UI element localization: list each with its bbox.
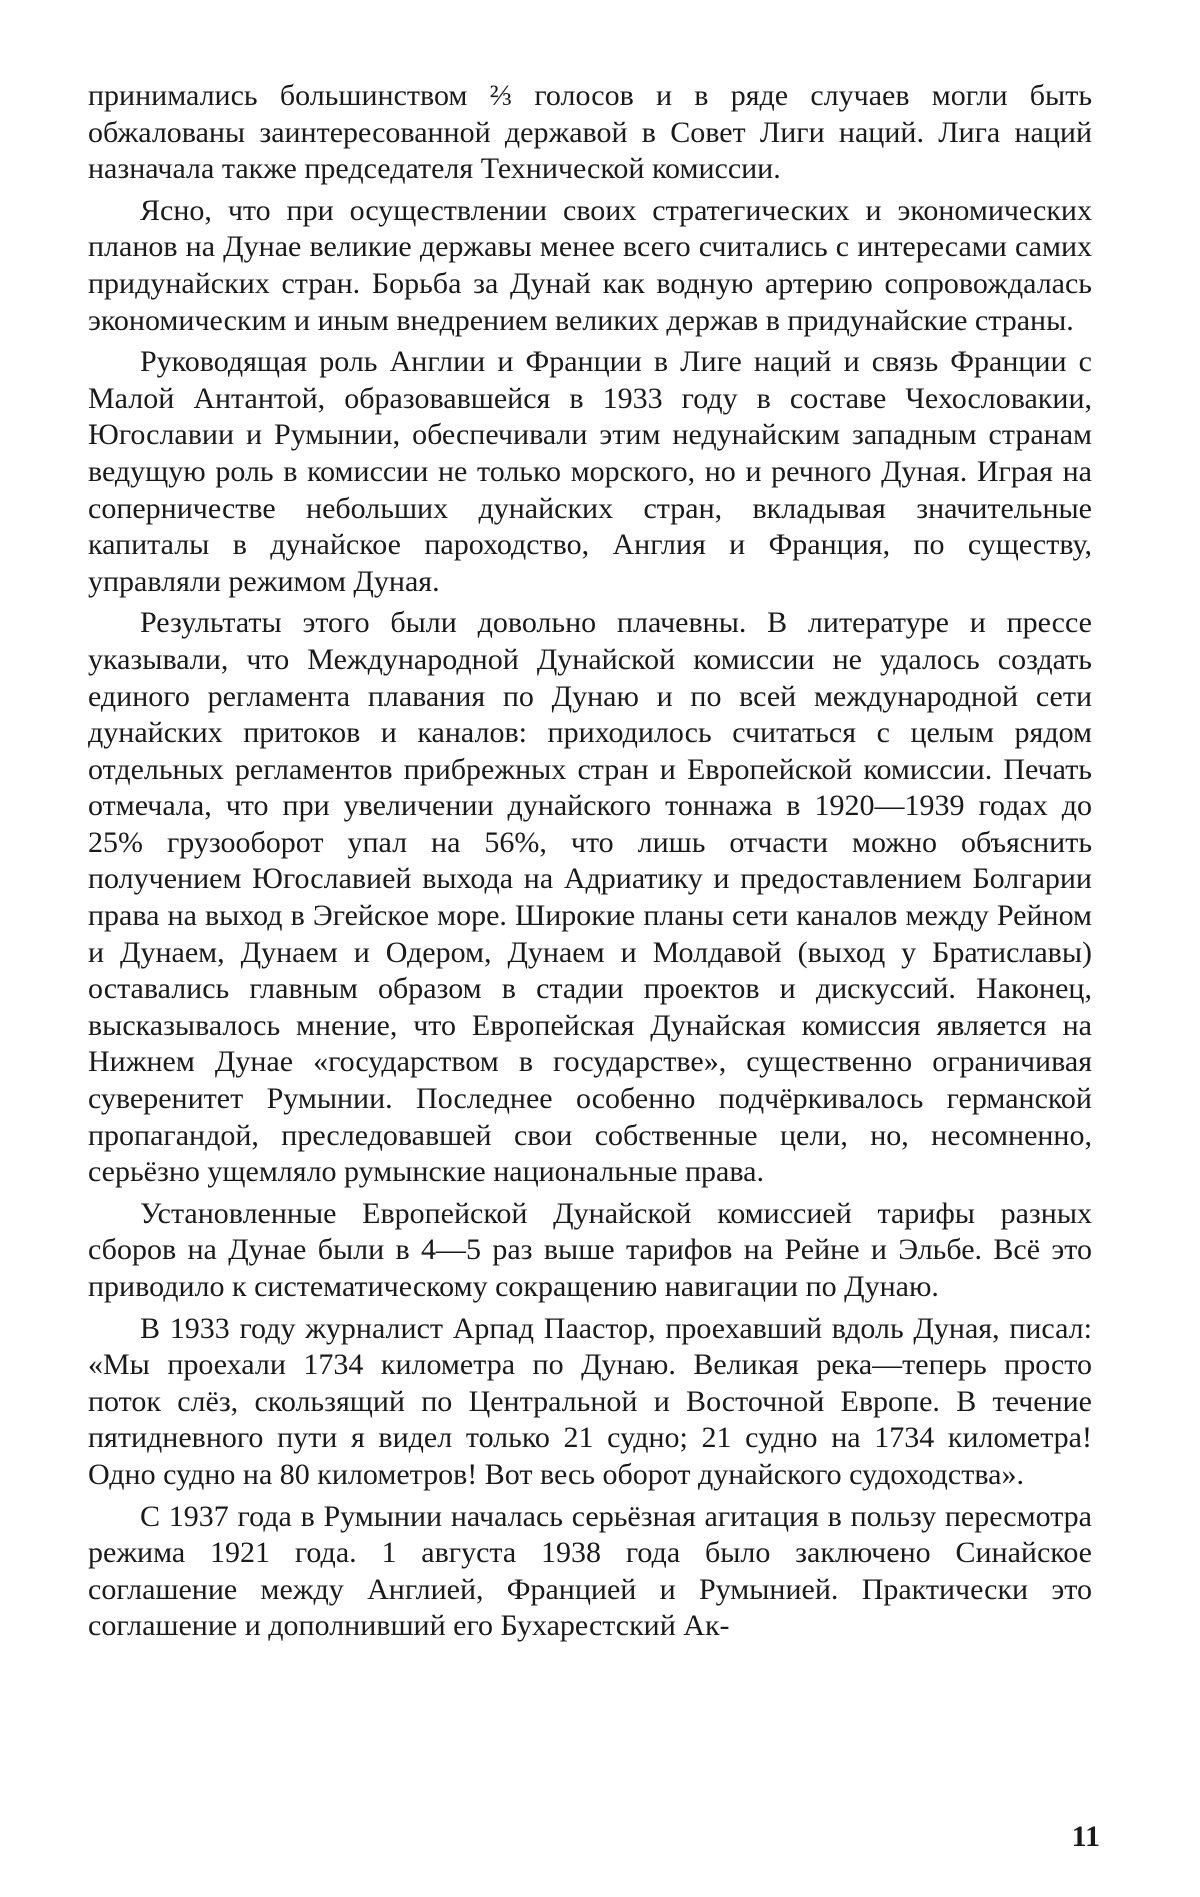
- text-column: [88, 78, 1092, 1650]
- paragraph: Руководящая роль Англии и Франции в Лиге наций и связь Франции с Малой Антантой, образовавшейся в 1933 году в составе Чехословакии, Югославии и Румынии, обеспечивали этим недунайским западным странам ведущую роль в комиссии не только морского, но и речного Дуная. Играя на соперничестве небольших дунайских стран, вкладывая значительные капиталы в дунайское пароходство, Англия и Франция, по существу, управляли режимом Дуная.: [88, 345, 1092, 598]
- paragraph: Ясно, что при осуществлении своих стратегических и экономических планов на Дунае великие державы менее всего считались с интересами самих придунайских стран. Борьба за Дунай как водную артерию сопровождалась экономическим и иным внедрением великих держав в придунайские страны.: [88, 193, 1092, 337]
- paragraph: принимались большинством ⅔ голосов и в ряде случаев могли быть обжалованы заинтересованной державой в Совет Лиги наций. Лига наций назначала также председателя Технической комиссии.: [88, 79, 1092, 186]
- paragraph: С 1937 года в Румынии началась серьёзная агитация в пользу пересмотра режима 1921 года. 1 августа 1938 года было заключено Синайское соглашение между Англией, Францией и Румынией. Практически это соглашение и дополнивший его Бухарестский Ак-: [88, 1499, 1092, 1643]
- page-number: 11: [1071, 1820, 1100, 1853]
- paragraph: Установленные Европейской Дунайской комиссией тарифы разных сборов на Дунае были в 4—5 раз выше тарифов на Рейне и Эльбе. Всё это приводило к систематическому сокращению навигации по Дунаю.: [88, 1196, 1092, 1303]
- paragraph: Результаты этого были довольно плачевны. В литературе и прессе указывали, что Международной Дунайской комиссии не удалось создать единого регламента плавания по Дунаю и по всей международной сети дунайских притоков и каналов: приходилось считаться с целым рядом отдельных регламентов прибрежных стран и Европейской комиссии. Печать отмечала, что при увеличении дунайского тоннажа в 1920—1939 годах до 25% грузооборот упал на 56%, что лишь отчасти можно объяснить получением Югославией выхода на Адриатику и предоставлением Болгарии права на выход в Эгейское море. Широкие планы сети каналов между Рейном и Дунаем, Дунаем и Одером, Дунаем и Молдавой (выход у Братиславы) оставались главным образом в стадии проектов и дискуссий. Наконец, высказывалось мнение, что Европейская Дунайская комиссия является на Нижнем Дунае «государством в государстве», существенно ограничивая суверенитет Румынии. Последнее особенно подчёркивалось германской пропагандой, преследовавшей свои собственные цели, но, несомненно, серьёзно ущемляло румынские национальные права.: [88, 606, 1092, 1189]
- paragraph: В 1933 году журналист Арпад Паастор, проехавший вдоль Дуная, писал: «Мы проехали 1734 километра по Дунаю. Великая река—теперь просто поток слёз, скользящий по Центральной и Восточной Европе. В течение пятидневного пути я видел только 21 судно; 21 судно на 1734 километра! Одно судно на 80 километров! Вот весь оборот дунайского судоходства».: [88, 1311, 1092, 1491]
